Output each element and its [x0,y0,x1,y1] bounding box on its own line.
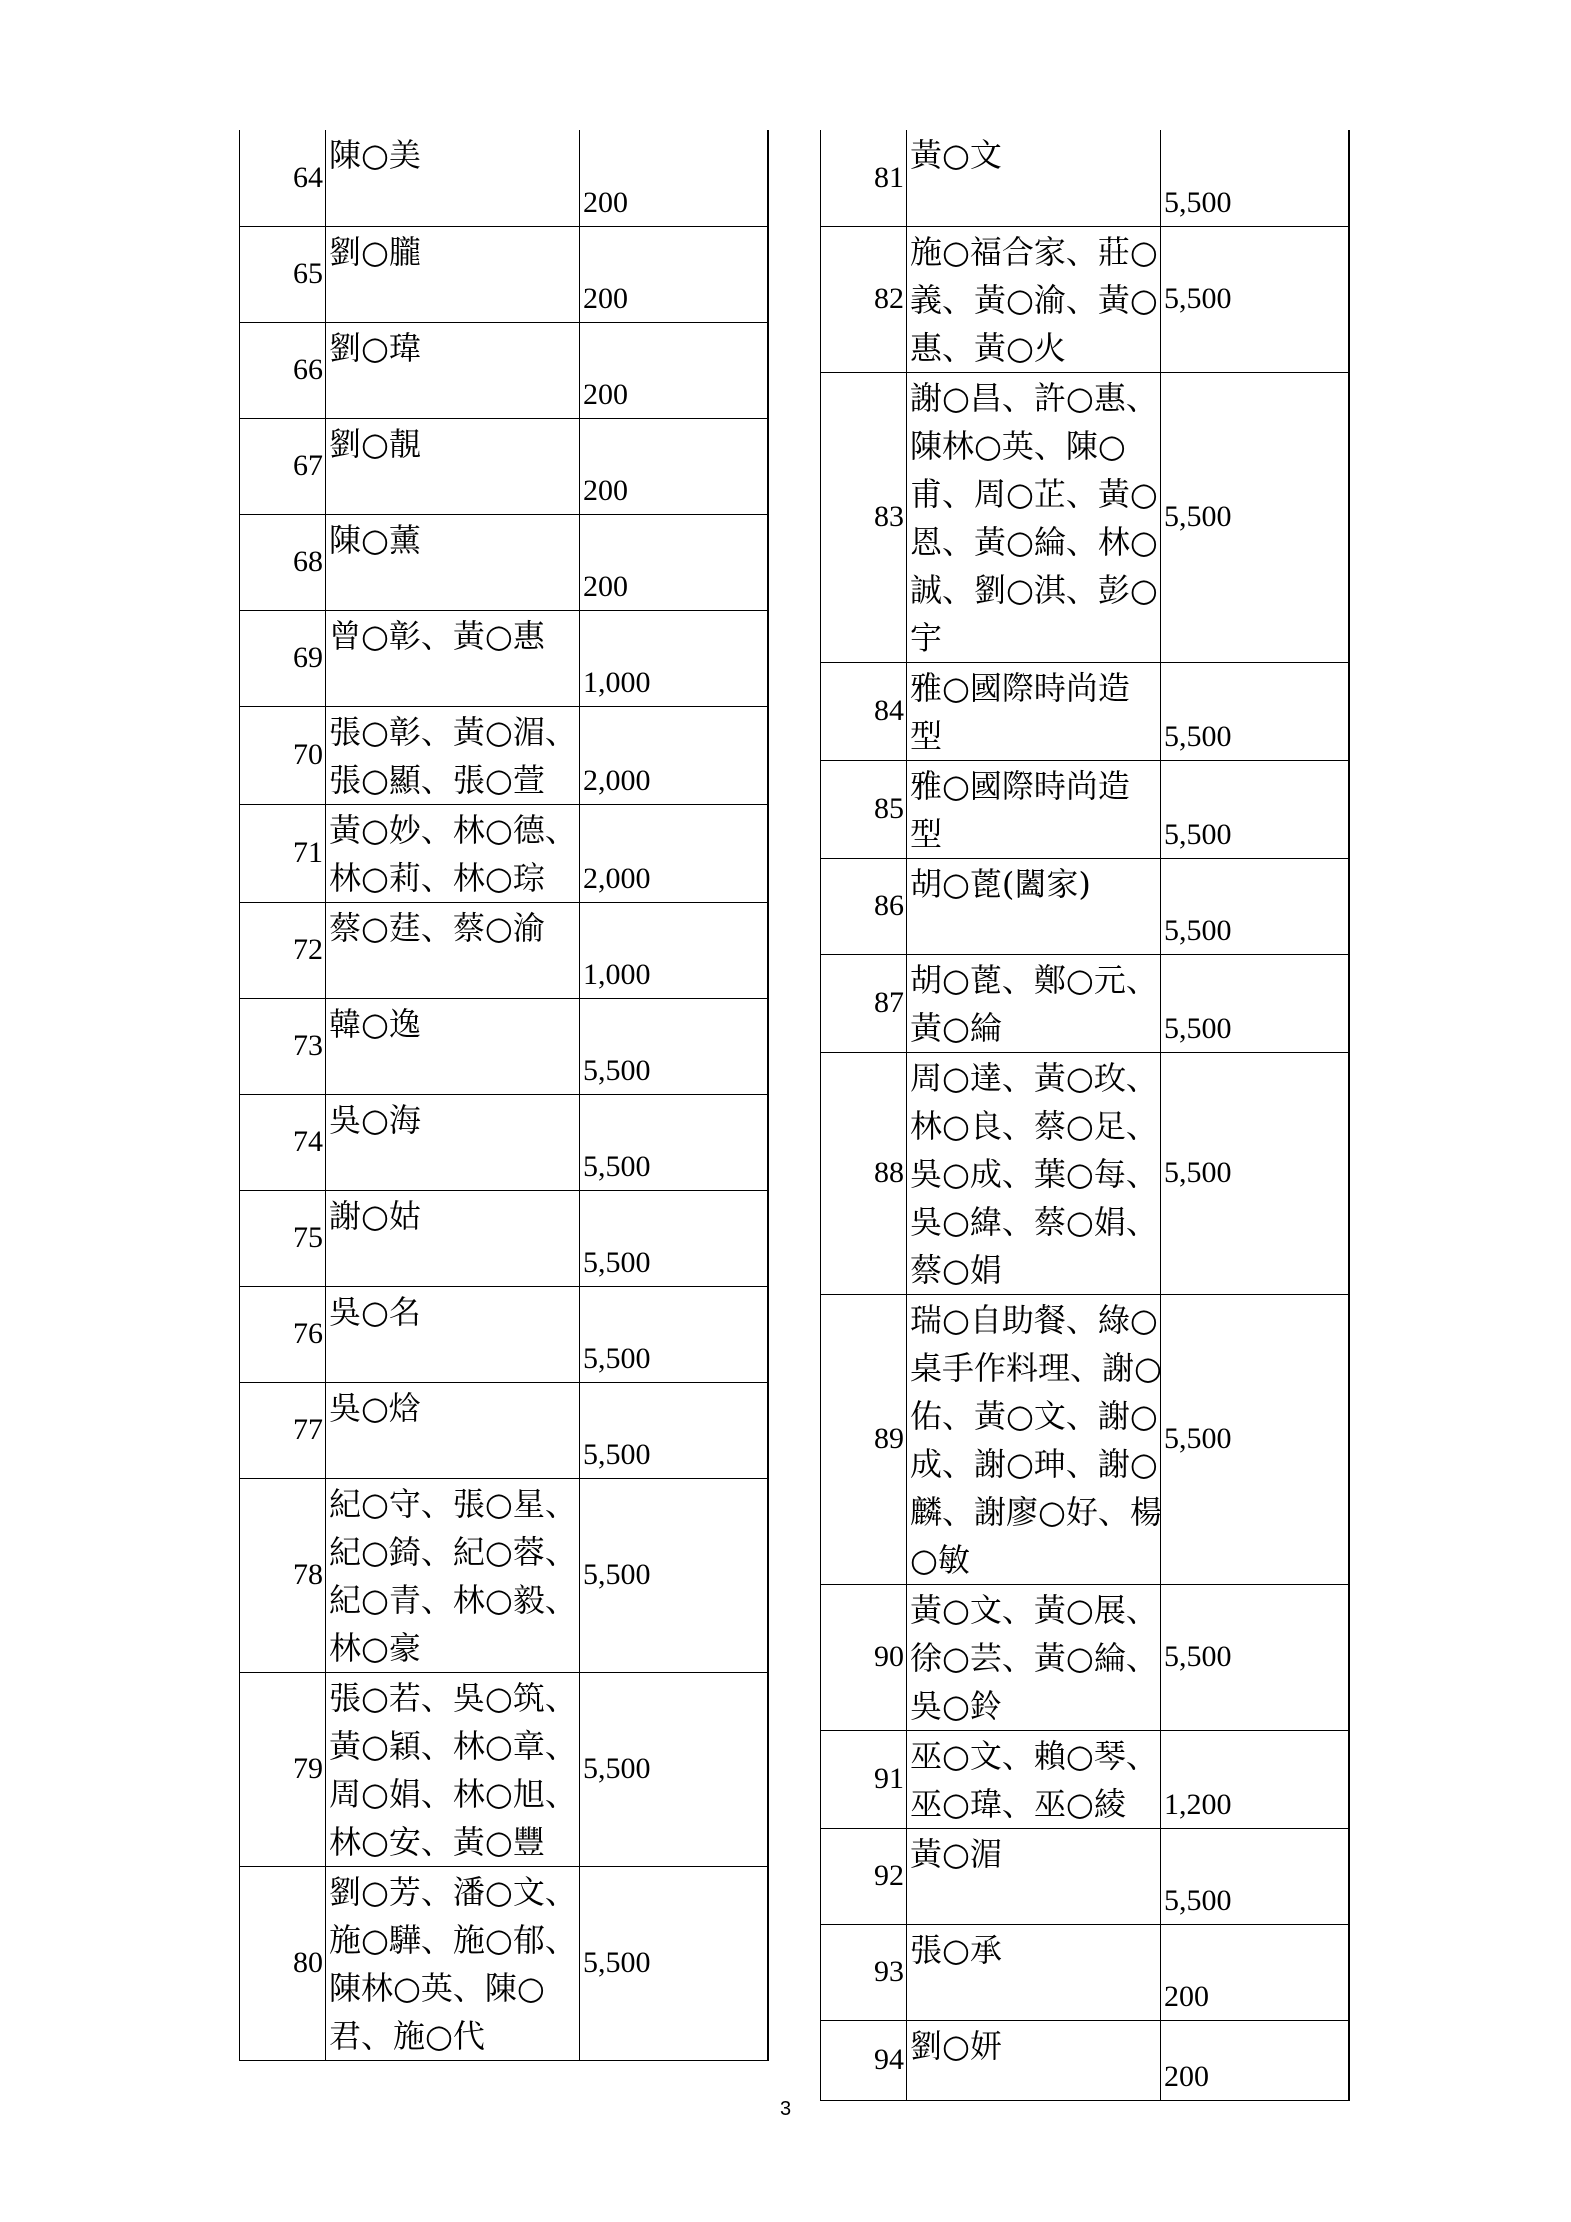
donor-names [907,858,1161,954]
donor-name-line: 劉○芳、潘○文、 [329,1872,577,1911]
table-row [240,1382,768,1478]
donor-name-line: 張○顯、張○萱 [329,760,545,799]
donor-name-line: 林○良、蔡○足、 [910,1106,1158,1145]
table-row [240,902,768,998]
donation-amount: 5,500 [580,1672,768,1866]
row-number: 92 [821,1828,907,1924]
table-row [240,610,768,706]
donor-names [907,1924,1161,2020]
row-number: 89 [821,1294,907,1584]
donation-amount: 200 [580,418,768,514]
row-number: 75 [240,1190,326,1286]
donor-names [907,1730,1161,1828]
table-row [821,1730,1349,1828]
row-number: 80 [240,1866,326,2060]
table-row [240,226,768,322]
donor-name-line: 陳○美 [329,136,421,174]
donation-amount: 5,500 [580,1190,768,1286]
donor-name-line: ○敏 [910,1540,970,1579]
row-number: 91 [821,1730,907,1828]
donor-names [907,372,1161,662]
table-row [821,760,1349,858]
donor-name-line: 吳○成、葉○每、 [910,1154,1158,1193]
donor-name-line: 型 [910,716,943,755]
row-number: 79 [240,1672,326,1866]
row-number: 93 [821,1924,907,2020]
donor-name-line: 宇 [910,618,943,657]
donor-name-line: 雅○國際時尚造 [910,668,1130,707]
donor-name-line: 張○承 [910,1930,1002,1969]
donation-amount: 5,500 [1161,1828,1349,1924]
donor-name-line: 韓○逸 [329,1004,421,1043]
donor-name-line: 謝○姑 [329,1196,421,1235]
donor-name-line: 黃○妙、林○德、 [329,810,577,849]
row-number: 74 [240,1094,326,1190]
donation-table-left [239,130,769,2061]
donor-name-line: 誠、劉○淇、彭○ [910,570,1158,609]
donor-names [326,1286,580,1382]
donation-amount: 200 [580,322,768,418]
donor-name-line: 林○豪 [329,1628,421,1667]
donor-names [907,2020,1161,2100]
row-number: 85 [821,760,907,858]
donor-names [326,1478,580,1672]
donor-names [907,954,1161,1052]
row-number: 78 [240,1478,326,1672]
row-number: 66 [240,322,326,418]
donation-amount: 5,500 [580,1382,768,1478]
donor-names [326,998,580,1094]
page-number: 3 [779,2098,792,2120]
donation-amount: 5,500 [1161,954,1349,1052]
donor-name-line: 胡○蓖(闔家) [910,864,1091,903]
donor-name-line: 黃○文、黃○展、 [910,1590,1158,1629]
donor-name-line: 吳○鈴 [910,1686,1002,1725]
table-row [240,1190,768,1286]
row-number: 88 [821,1052,907,1294]
table-row [821,662,1349,760]
donor-name-line: 吳○焓 [329,1388,421,1427]
table-row [240,1478,768,1672]
donation-table-right [820,130,1350,2101]
table-row [821,1924,1349,2020]
donor-name-line: 周○達、黃○玫、 [910,1058,1158,1097]
donation-amount: 5,500 [580,1478,768,1672]
table-row [821,226,1349,372]
donation-amount: 5,500 [580,1286,768,1382]
donor-name-line: 佑、黃○文、謝○ [910,1396,1158,1435]
donor-name-line: 黃○文 [910,136,1002,174]
donation-amount: 5,500 [1161,1052,1349,1294]
donor-name-line: 劉○妍 [910,2026,1002,2065]
table-row [821,1828,1349,1924]
donation-amount: 5,500 [1161,858,1349,954]
donor-name-line: 張○若、吳○筑、 [329,1678,577,1717]
row-number: 70 [240,706,326,804]
donor-names [907,662,1161,760]
donor-name-line: 謝○昌、許○惠、 [910,378,1158,417]
donation-amount: 5,500 [1161,1294,1349,1584]
donor-name-line: 周○娟、林○旭、 [329,1774,577,1813]
donor-names [907,760,1161,858]
table-row [821,858,1349,954]
row-number: 71 [240,804,326,902]
donation-amount: 1,000 [580,902,768,998]
donation-amount: 200 [580,514,768,610]
donation-amount: 5,500 [1161,130,1349,226]
donor-name-line: 巫○瑋、巫○綾 [910,1784,1126,1823]
donation-amount: 1,000 [580,610,768,706]
row-number: 67 [240,418,326,514]
donation-amount: 5,500 [580,1094,768,1190]
donor-name-line: 義、黃○渝、黃○ [910,280,1158,319]
table-body-right [821,130,1349,2100]
table-row [240,706,768,804]
table-row [821,2020,1349,2100]
donor-name-line: 麟、謝廖○好、楊 [910,1492,1162,1531]
row-number: 64 [240,130,326,226]
table-row [821,1584,1349,1730]
donation-amount: 5,500 [580,1866,768,2060]
row-number: 72 [240,902,326,998]
table-row [240,1672,768,1866]
row-number: 76 [240,1286,326,1382]
table-row [821,372,1349,662]
donor-name-line: 陳林○英、陳○ [329,1968,545,2007]
donor-names [326,1672,580,1866]
donor-names [326,1094,580,1190]
donor-name-line: 恩、黃○綸、林○ [910,522,1158,561]
table-row [821,1294,1349,1584]
donor-name-line: 黃○綸 [910,1008,1002,1047]
donor-name-line: 瑞○自助餐、綠○ [910,1300,1158,1339]
donation-amount: 5,500 [1161,226,1349,372]
donation-amount: 5,500 [1161,662,1349,760]
donation-amount: 1,200 [1161,1730,1349,1828]
donor-name-line: 型 [910,814,943,853]
donor-names [326,706,580,804]
donation-amount: 200 [1161,2020,1349,2100]
donation-amount: 5,500 [580,998,768,1094]
donor-names [326,226,580,322]
row-number: 83 [821,372,907,662]
donation-amount: 200 [580,130,768,226]
row-number: 90 [821,1584,907,1730]
donor-name-line: 黃○湄 [910,1834,1002,1873]
donor-name-line: 黃○穎、林○章、 [329,1726,577,1765]
table-row [821,1052,1349,1294]
donor-names [907,130,1161,226]
table-row [240,130,768,226]
table-row [821,130,1349,226]
donor-name-line: 桌手作料理、謝○ [910,1348,1162,1387]
row-number: 86 [821,858,907,954]
donor-name-line: 吳○名 [329,1292,421,1331]
donor-names [326,130,580,226]
row-number: 82 [821,226,907,372]
row-number: 87 [821,954,907,1052]
donor-name-line: 施○驊、施○郁、 [329,1920,577,1959]
donor-names [326,1190,580,1286]
row-number: 65 [240,226,326,322]
donor-name-line: 吳○海 [329,1100,421,1139]
donation-amount: 2,000 [580,804,768,902]
row-number: 81 [821,130,907,226]
donor-name-line: 陳○薰 [329,520,421,559]
donor-name-line: 劉○靚 [329,424,421,463]
donor-name-line: 曾○彰、黃○惠 [329,616,545,655]
donor-name-line: 蔡○娟 [910,1250,1002,1289]
donation-amount: 5,500 [1161,372,1349,662]
donor-names [326,514,580,610]
donor-name-line: 陳林○英、陳○ [910,426,1126,465]
donor-names [326,322,580,418]
donation-amount: 2,000 [580,706,768,804]
donor-names [326,804,580,902]
row-number: 84 [821,662,907,760]
donor-name-line: 施○福合家、莊○ [910,232,1158,271]
donor-name-line: 蔡○莛、蔡○渝 [329,908,545,947]
row-number: 68 [240,514,326,610]
table-row [240,418,768,514]
donor-names [326,902,580,998]
donor-name-line: 劉○瑋 [329,328,421,367]
table-row [240,998,768,1094]
donor-name-line: 徐○芸、黃○綸、 [910,1638,1158,1677]
donor-name-line: 君、施○代 [329,2016,485,2055]
donor-names [326,418,580,514]
donor-name-line: 惠、黃○火 [910,328,1066,367]
donor-name-line: 雅○國際時尚造 [910,766,1130,805]
table-row [240,1094,768,1190]
donation-amount: 5,500 [1161,1584,1349,1730]
donor-name-line: 吳○緯、蔡○娟、 [910,1202,1158,1241]
donor-names [326,1382,580,1478]
table-body-left [240,130,768,2060]
row-number: 77 [240,1382,326,1478]
donor-name-line: 林○莉、林○琮 [329,858,545,897]
donation-amount: 5,500 [1161,760,1349,858]
donor-name-line: 紀○青、林○毅、 [329,1580,577,1619]
donor-name-line: 張○彰、黃○湄、 [329,712,577,751]
donation-amount: 200 [1161,1924,1349,2020]
table-row [821,954,1349,1052]
donor-name-line: 巫○文、賴○琴、 [910,1736,1158,1775]
donor-names [907,1828,1161,1924]
donor-name-line: 胡○蓖、鄭○元、 [910,960,1158,999]
donor-names [907,1052,1161,1294]
donor-names [907,226,1161,372]
table-row [240,1286,768,1382]
table-row [240,1866,768,2060]
donor-name-line: 紀○錡、紀○蓉、 [329,1532,577,1571]
row-number: 94 [821,2020,907,2100]
table-row [240,514,768,610]
donor-names [907,1294,1161,1584]
donor-name-line: 劉○朧 [329,232,421,271]
donor-name-line: 紀○守、張○星、 [329,1484,577,1523]
donor-names [326,1866,580,2060]
donor-name-line: 成、謝○珅、謝○ [910,1444,1158,1483]
row-number: 69 [240,610,326,706]
row-number: 73 [240,998,326,1094]
table-row [240,804,768,902]
donation-amount: 200 [580,226,768,322]
donor-name-line: 甫、周○芷、黃○ [910,474,1158,513]
donor-names [326,610,580,706]
table-row [240,322,768,418]
donor-name-line: 林○安、黃○豐 [329,1822,545,1861]
donor-names [907,1584,1161,1730]
